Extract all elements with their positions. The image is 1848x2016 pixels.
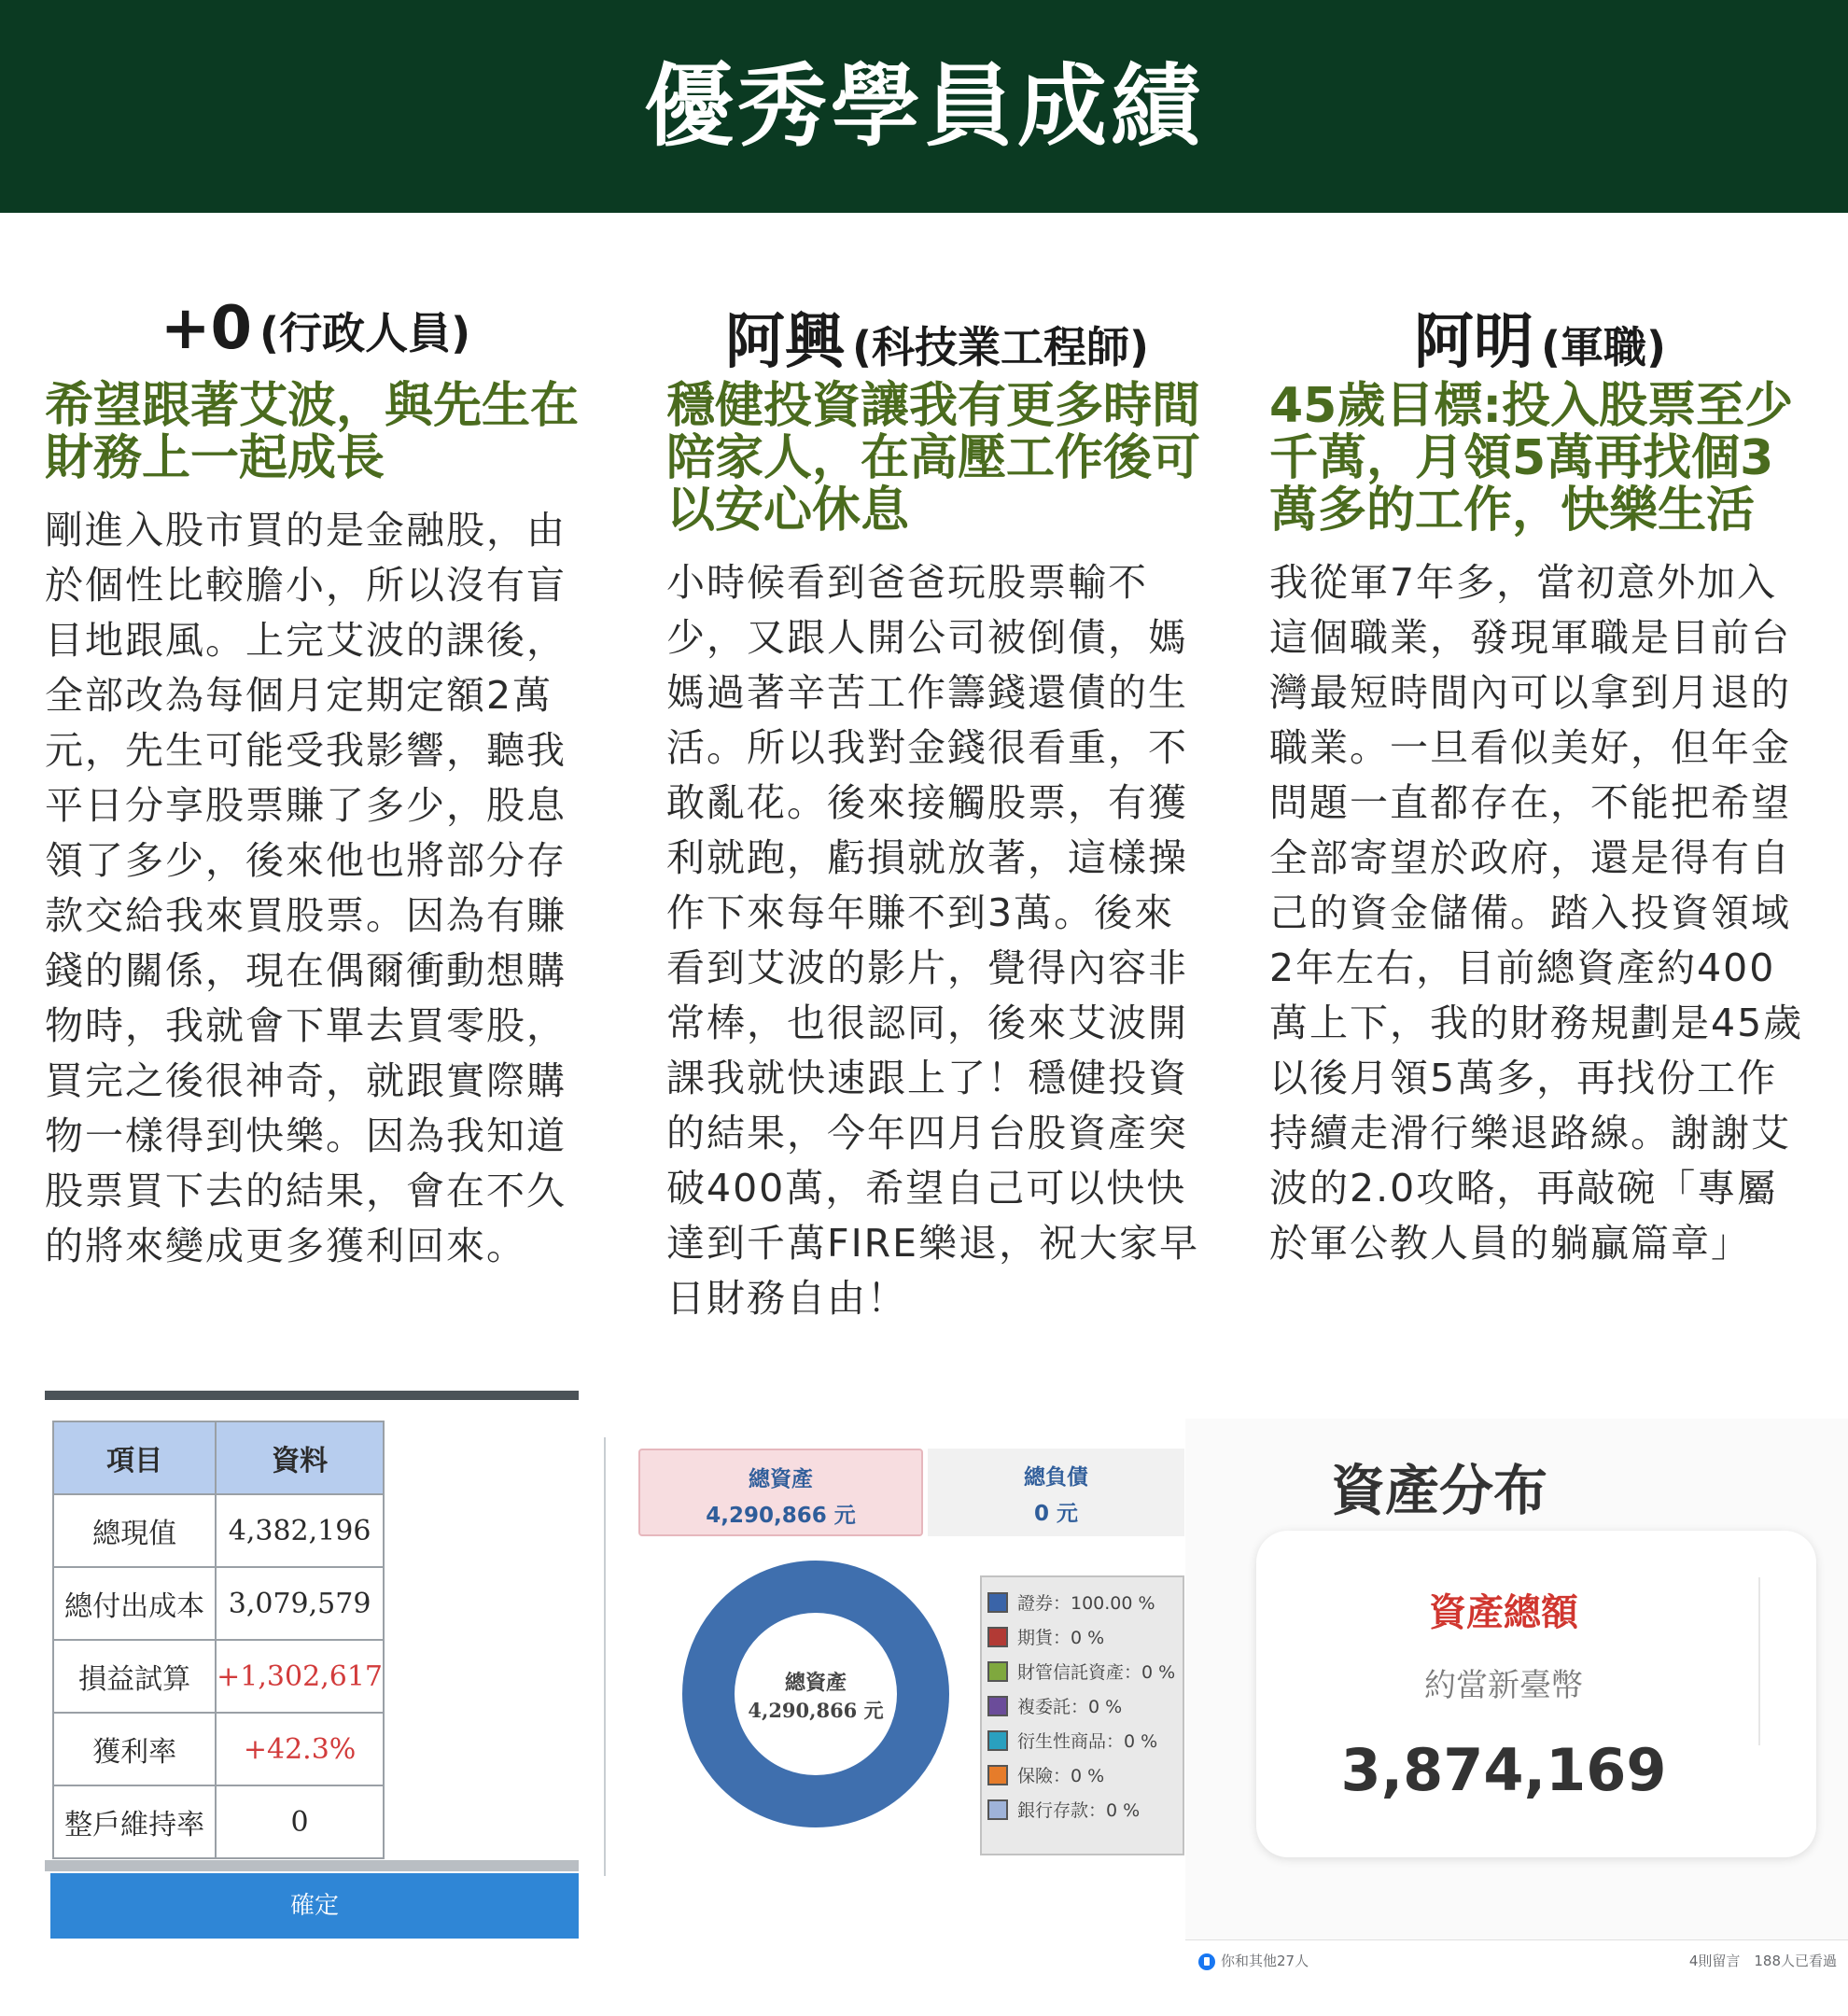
top-bar (45, 1391, 579, 1400)
legend-swatch (987, 1730, 1008, 1751)
legend-item (987, 1757, 1183, 1792)
student-name-row (1269, 294, 1811, 377)
student-role: (科技業工程師) (851, 322, 1150, 372)
student-column-2 (666, 294, 1208, 1326)
legend-item (987, 1792, 1183, 1827)
table-row (53, 1713, 384, 1785)
student-testimonial: 我從軍7年多，當初意外加入這個職業，發現軍職是目前台灣最短時間內可以拿到月退的職業。一旦看似美好，但年金問題一直都存在，不能把希望全部寄望於政府，還是得有自己的資金儲備。踏入投資領域2年左右，目前總資產約400萬上下，我的財務規劃是45歲以後月領5萬多，再找份工作持續走滑行樂退路線。謝謝艾波的2.0攻略，再敲碗「專屬於軍公教人員的躺贏篇章」 (1269, 560, 1804, 1266)
holdings-table (52, 1421, 385, 1859)
legend-label: 複委託：0 % (1017, 1697, 1123, 1717)
column-header: 資料 (216, 1421, 384, 1494)
card-label: 資產總額 (1429, 1591, 1578, 1634)
legend-item (987, 1619, 1183, 1654)
row-value: 4,382,196 (216, 1494, 384, 1567)
legend-item (987, 1688, 1183, 1723)
row-label: 整戶維持率 (53, 1785, 216, 1858)
card-label: 總資產 (749, 1467, 813, 1491)
row-label: 獲利率 (53, 1713, 216, 1785)
legend-item (987, 1585, 1183, 1619)
asset-overview-screenshot (638, 1437, 1184, 1885)
row-label: 總付出成本 (53, 1567, 216, 1640)
legend-label: 財管信託資產：0 % (1017, 1662, 1176, 1683)
card-value: 0 元 (1033, 1502, 1078, 1526)
legend-label: 銀行存款：0 % (1017, 1800, 1141, 1821)
legend-swatch (987, 1592, 1008, 1613)
divider (1758, 1577, 1760, 1745)
donut-value: 4,290,866 元 (748, 1699, 884, 1722)
like-icon[interactable] (1198, 1953, 1215, 1970)
card-value: 3,874,169 (1340, 1736, 1667, 1804)
table-row (53, 1567, 384, 1640)
card-value: 4,290,866 元 (706, 1504, 856, 1528)
student-name: 阿興 (724, 308, 845, 377)
legend-swatch (987, 1765, 1008, 1785)
confirm-button[interactable]: 確定 (50, 1873, 579, 1939)
table-row (53, 1640, 384, 1713)
row-value: 3,079,579 (216, 1567, 384, 1640)
student-headline: 希望跟著艾波，與先生在財務上一起成長 (45, 378, 580, 486)
divider (604, 1437, 606, 1876)
holdings-summary-screenshot (45, 1391, 579, 1951)
student-testimonial: 小時候看到爸爸玩股票輸不少，又跟人開公司被倒債，媽媽過著辛苦工作籌錢還債的生活。所以我對金錢很看重，不敢亂花。後來接觸股票，有獲利就跑，虧損就放著，這樣操作下來每年賺不到3萬。後來看到艾波的影片，覺得內容非常棒，也很認同，後來艾波開課我就快速跟上了！穩健投資的結果，今年四月台股資產突破400萬，希望自己可以快快達到千萬FIRE樂退，祝大家早日財務自由！ (666, 560, 1200, 1321)
student-name-row (666, 294, 1208, 377)
header-banner (0, 0, 1848, 213)
row-label: 損益試算 (53, 1640, 216, 1713)
legend-label: 證券：100.00 % (1017, 1593, 1155, 1614)
row-value: 0 (216, 1785, 384, 1858)
table-header-row (53, 1421, 384, 1494)
page-title: 優秀學員成績 (644, 54, 1204, 159)
student-column-3 (1269, 294, 1811, 1271)
student-name: +0 (160, 294, 253, 363)
legend-label: 衍生性商品：0 % (1017, 1731, 1158, 1752)
student-role: (軍職) (1540, 322, 1667, 372)
comments-views-text[interactable]: 4則留言 188人已看過 (1688, 1953, 1837, 1969)
student-column-1 (45, 294, 586, 1274)
post-footer (1185, 1939, 1848, 1979)
total-liabilities-tab[interactable] (928, 1449, 1184, 1536)
card-label: 總負債 (1024, 1465, 1088, 1490)
student-testimonial: 剛進入股市買的是金融股，由於個性比較膽小，所以沒有盲目地跟風。上完艾波的課後，全部改為每個月定期定額2萬元，先生可能受我影響，聽我平日分享股票賺了多少，股息領了多少，後來他也將部分存款交給我來買股票。因為有賺錢的關係，現在偶爾衝動想購物時，我就會下單去買零股，買完之後很神奇，就跟實際購物一樣得到快樂。因為我知道股票買下去的結果，會在不久的將來變成更多獲利回來。 (45, 508, 567, 1268)
table-row (53, 1494, 384, 1567)
total-assets-card (1256, 1531, 1816, 1857)
section-title: 資產分布 (1331, 1459, 1548, 1522)
asset-distribution-screenshot (1185, 1419, 1848, 1979)
student-headline: 45歲目標:投入股票至少千萬，月領5萬再找個3萬多的工作，快樂生活 (1269, 378, 1794, 539)
legend-swatch (987, 1696, 1008, 1716)
legend-label: 期貨：0 % (1017, 1628, 1105, 1648)
student-role: (行政人員) (259, 308, 471, 358)
column-header: 項目 (53, 1421, 216, 1494)
legend-item (987, 1723, 1183, 1757)
asset-donut-chart (680, 1559, 951, 1829)
legend-item (987, 1654, 1183, 1688)
student-name: 阿明 (1413, 308, 1533, 377)
donut-label: 總資產 (784, 1671, 847, 1695)
student-name-row (45, 294, 586, 371)
legend-swatch (987, 1799, 1008, 1820)
legend-swatch (987, 1627, 1008, 1647)
row-label: 總現值 (53, 1494, 216, 1567)
reactions-text[interactable]: 你和其他27人 (1221, 1953, 1309, 1969)
total-assets-tab[interactable] (638, 1449, 923, 1536)
table-row (53, 1785, 384, 1858)
chart-legend (980, 1575, 1184, 1855)
divider (45, 1860, 579, 1871)
student-headline: 穩健投資讓我有更多時間陪家人，在高壓工作後可以安心休息 (666, 378, 1201, 539)
legend-swatch (987, 1661, 1008, 1682)
legend-label: 保險：0 % (1017, 1766, 1105, 1786)
row-value: +42.3% (216, 1713, 384, 1785)
card-sublabel: 約當新臺幣 (1424, 1667, 1583, 1704)
row-value: +1,302,617 (216, 1640, 384, 1713)
